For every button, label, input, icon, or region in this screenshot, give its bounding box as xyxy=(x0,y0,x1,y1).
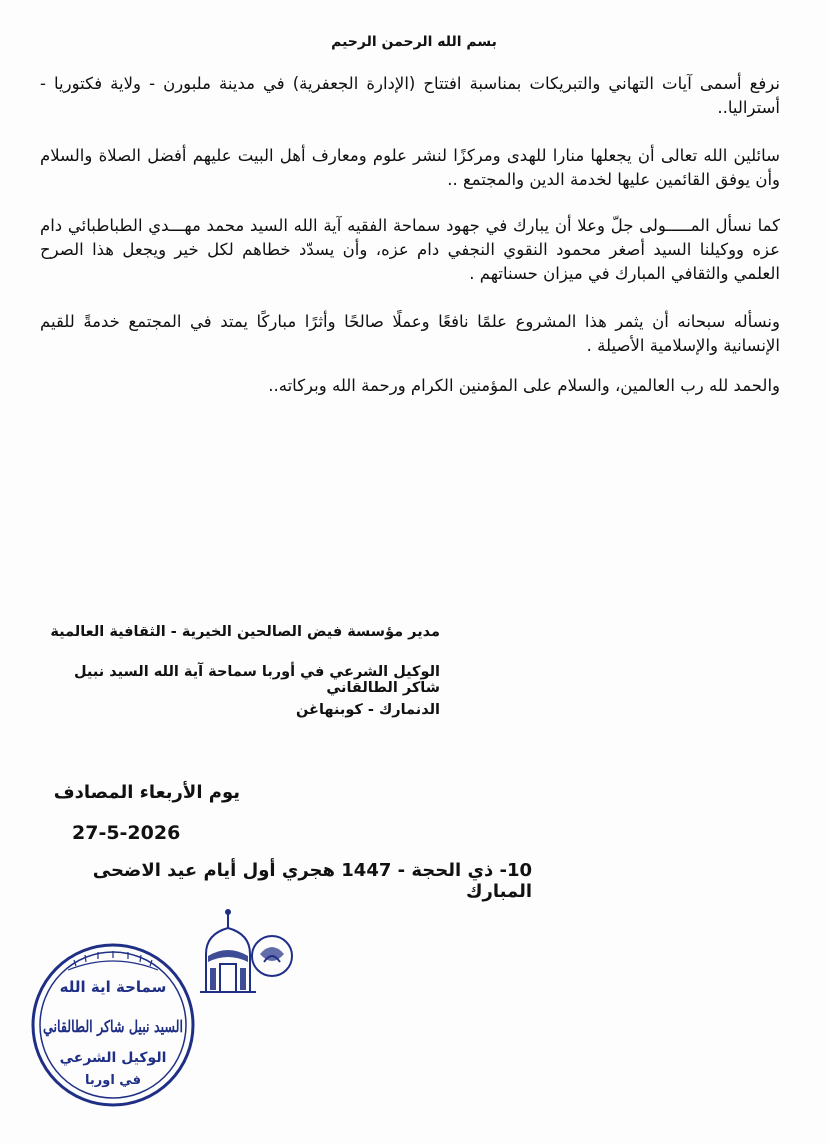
date-day: يوم الأربعاء المصادف xyxy=(53,782,240,803)
official-seal xyxy=(28,940,221,1110)
seal-name-text: السيد نبيل شاكر الطالقاني xyxy=(43,1017,221,1036)
mosque-calligraphy-stamp xyxy=(186,904,296,999)
signature-role: الوكيل الشرعي في أوربا سماحة آية الله السيد نبيل شاكر الطالقاني xyxy=(73,664,440,696)
signature-location: الدنمارك - كوبنهاغن xyxy=(295,702,440,718)
date-gregorian: 27-5-2026 xyxy=(72,822,181,844)
paragraph-blessing: كما نسأل المـــــولى جلّ وعلا أن يبارك في جهود سماحة الفقيه آية الله السيد محمد مهـــدي الطباطبائي دام عزه ووكيلنا السيد أصغر محمود النقوي النجفي دام عزه، وأن يسدّد خطاهم لكل خير ويجعل هذا الصرح العلمي والثقافي المبارك في ميزان حسناتهم . xyxy=(40,216,780,283)
seal-bottom-text: الوكيل الشرعي xyxy=(59,1050,167,1066)
paragraph-prayer: سائلين الله تعالى أن يجعلها منارا للهدى ومركزًا لنشر علوم ومعارف أهل البيت عليهم أفضل الصلاة والسلام وأن يوفق القائمين عليها لخدمة الدين والمجتمع .. xyxy=(40,146,780,189)
seal-top-text: سماحة اية الله xyxy=(59,978,167,996)
seal-bottom-text-2: في اوربا xyxy=(85,1073,141,1088)
paragraph-hope: ونسأله سبحانه أن يثمر هذا المشروع علمًا نافعًا وعملًا صالحًا وأثرًا مباركًا يمتد في المجتمع خدمةً للقيم الإنسانية والإسلامية الأصيلة . xyxy=(40,312,780,355)
date-hijri: 10- ذي الحجة - 1447 هجري أول أيام عيد الاضحى المبارك xyxy=(92,860,532,902)
paragraph-closing: والحمد لله رب العالمين، والسلام على المؤمنين الكرام ورحمة الله وبركاته.. xyxy=(268,376,780,395)
signature-title: مدير مؤسسة فيض الصالحين الخيرية - الثقافية العالمية xyxy=(50,624,440,640)
basmala-heading: بسم الله الرحمن الرحيم xyxy=(331,34,497,50)
paragraph-congratulations: نرفع أسمى آيات التهاني والتبريكات بمناسبة افتتاح (الإدارة الجعفرية) في مدينة ملبورن - ولاية فكتوريا - أستراليا.. xyxy=(40,74,780,117)
